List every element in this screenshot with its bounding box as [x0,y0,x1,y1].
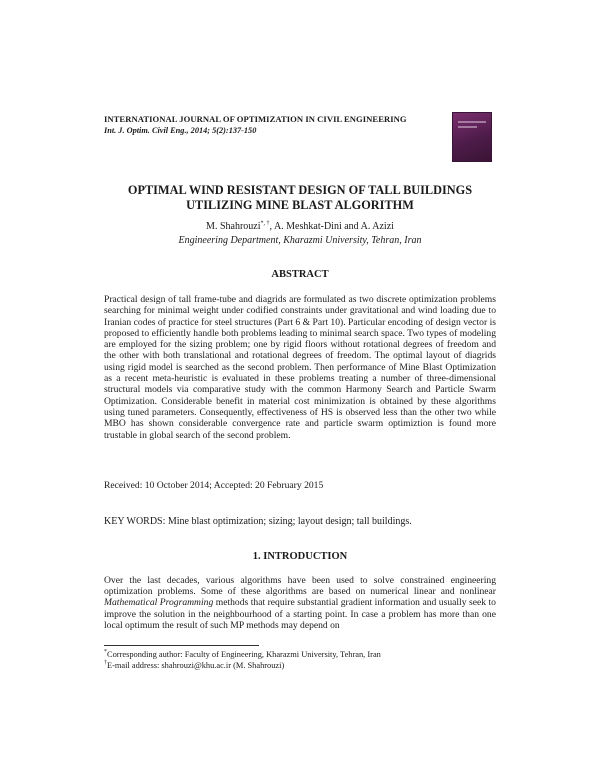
footnote-2-text: E-mail address: shahrouzi@khu.ac.ir (M. Shahrouzi) [107,661,285,670]
section-heading-introduction: 1. INTRODUCTION [252,551,348,562]
abstract-text: Practical design of tall frame-tube and diagrids are formulated as two discrete optimization problems searching for minimal weight under codified constraints under gravitational and wind loading due to Iranian codes of practice for steel structures (Part 6 & Part 10). Particular encoding of design vector is proposed to efficiently handle both problems leading to minimal search space. Two types of modeling are employed for the sizing problem; one by rigid floors without rotational degrees of freedom and the other with both translational and rotational degrees of freedom. The optimal layout of diagrids using rigid model is searched as the second problem. Then performance of Mine Blast Optimization as a recent meta-heuristic is evaluated in these problems treating a number of three-dimensional structural models via comparative study with the common Harmony Search and Particle Swarm Optimization. Considerable benefit in material cost minimization is obtained by these algorithms using tuned parameters. Consequently, effectiveness of HS is observed less than the other two while MBO has shown considerable convergence rate and particle swarm optimiztion is found more trustable in global search of the second problem. [104,294,496,441]
affiliation: Engineering Department, Kharazmi University, Tehran, Iran [178,235,422,246]
footnote-divider [104,645,259,646]
intro-text-before: Over the last decades, various algorithms have been used to solve constrained engineering optimization problems. Some of these algorithms are based on numerical linear and nonlinear [104,575,496,598]
title-line-1: OPTIMAL WIND RESISTANT DESIGN OF TALL BUILDINGS [127,183,473,197]
paper-title [104,183,496,213]
author-rest: , A. Meshkat-Dini and A. Azizi [269,221,394,232]
introduction-text [104,575,496,631]
author-list [104,221,496,232]
footnote-1 [104,649,496,660]
cover-decoration [458,126,477,128]
journal-citation: Int. J. Optim. Civil Eng., 2014; 5(2):137-150 [104,126,257,135]
author-first: M. Shahrouzi [206,221,261,232]
footnote-2-mark: † [104,660,107,667]
title-line-2: UTILIZING MINE BLAST ALGORITHM [186,198,414,212]
cover-decoration [458,121,486,123]
intro-text-emphasis: Mathematical Programming [104,597,214,609]
intro-text-after: methods that require substantial gradient information and usually seek to improve the solution in the neighbourhood of a starting point. In case a problem has more than one local optimum the result of such MP methods may depend on [104,597,496,631]
journal-header [104,114,444,135]
keywords: KEY WORDS: Mine blast optimization; sizing; layout design; tall buildings. [104,516,412,527]
abstract-heading: ABSTRACT [271,269,329,280]
footnote-2 [104,660,496,671]
footnote-1-mark: * [104,649,107,656]
footnote-1-text: Corresponding author: Faculty of Engineering, Kharazmi University, Tehran, Iran [107,650,381,659]
received-accepted-dates: Received: 10 October 2014; Accepted: 20 February 2015 [104,480,324,491]
author-marks: *, † [260,220,270,227]
footnotes [104,649,496,671]
journal-cover-image [452,112,492,162]
journal-name: INTERNATIONAL JOURNAL OF OPTIMIZATION IN CIVIL ENGINEERING [104,114,407,124]
